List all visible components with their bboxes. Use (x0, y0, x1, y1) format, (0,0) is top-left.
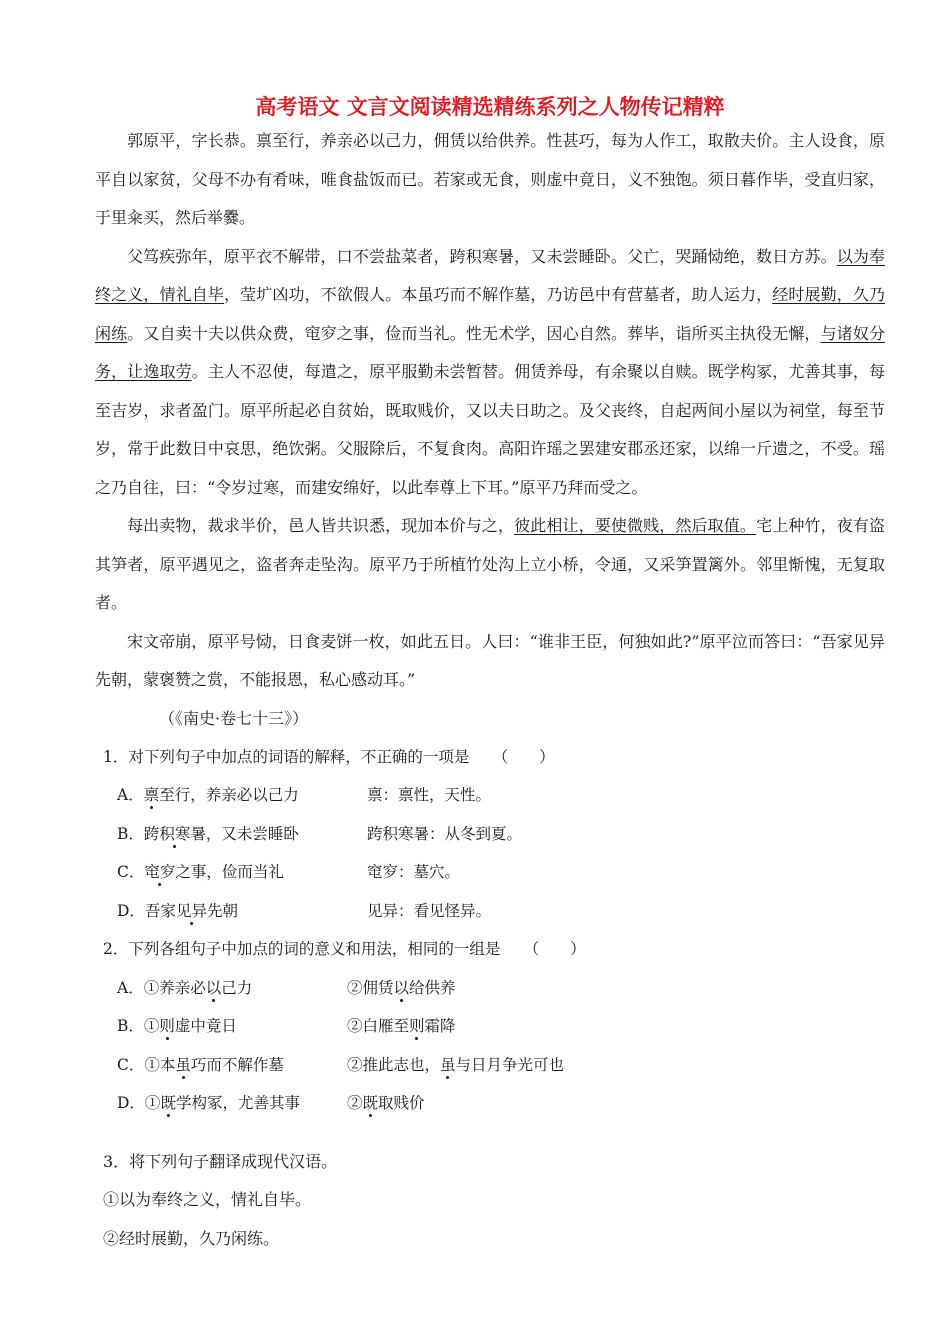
option-text: 先朝 (206, 901, 238, 920)
dotted-word: 虽 (440, 1055, 456, 1074)
q1-option-a (117, 776, 885, 815)
option-text: 之事，俭而当礼 (175, 863, 284, 881)
dotted-word: 以 (205, 978, 222, 997)
text-run: 。又自卖十夫以供众费，窀穸之事，俭而当礼。性无术学，因心自然。葬毕，诣所买主执役无懈， (127, 323, 821, 343)
option-text: 取贱价 (378, 1094, 425, 1112)
dotted-word: 则 (159, 1017, 175, 1035)
option-text: ②白雁至 (347, 1017, 410, 1035)
q2-option-a (117, 969, 885, 1008)
underlined-sentence-4: 彼此相让，要使微贱，然后取值。 (514, 516, 757, 535)
document-title: 高考语文 文言文阅读精选精练系列之人物传记精粹 (255, 95, 725, 119)
option-label: D．吾家 (117, 901, 176, 920)
q3-item-2: ②经时展勤，久乃闲练。 (103, 1228, 280, 1248)
option-text: 霜降 (424, 1017, 456, 1035)
underlined-sentence-2: 经时展勤，久乃闲练 (95, 285, 885, 343)
option-text: 巧而不解作墓 (190, 1055, 284, 1074)
dotted-word: 跨积寒暑 (143, 824, 206, 843)
option-text: 己力 (221, 978, 253, 997)
option-label: A． (117, 786, 144, 804)
option-text: 与日月争光可也 (455, 1055, 565, 1074)
option-text: ② (347, 1094, 363, 1112)
option-label: C． (117, 863, 145, 881)
option-text: 虚中竟日 (174, 1017, 237, 1035)
option-text: C．①本 (117, 1055, 176, 1074)
dotted-word: 禀 (143, 786, 160, 804)
option-explanation: 窀穸：墓穴。 (367, 863, 461, 881)
text-run: 每出卖物，裁求半价，邑人皆共识悉，现加本价与之， (127, 516, 515, 535)
question-3-stem: 3．将下列句子翻译成现代汉语。 (103, 1151, 338, 1171)
option-text: 至行，养亲必以己力 (159, 786, 299, 804)
dotted-word: 见异 (175, 901, 207, 920)
dotted-word: 以 (393, 978, 410, 997)
text-run: 父笃疾弥年，原平衣不解带，口不尝盐菜者，跨积寒暑，又未尝睡卧。父亡，哭踊恸绝，数日方苏。 (127, 246, 837, 266)
q2-option-d (117, 1084, 885, 1123)
passage-paragraph-1: 郭原平，字长恭。禀至行，养亲必以己力，佣赁以给供养。性甚巧，每为人作工，取散夫价。主人设食，原平自以家贫，父母不办有肴味，唯食盐饭而已。若家或无食，则虚中竟日，义不独饱。须日暮作毕，受直归家，于里籴买，然后举爨。 (95, 131, 885, 227)
option-text: D．① (117, 1094, 161, 1112)
dotted-word: 既 (160, 1094, 176, 1112)
q1-option-b (117, 815, 885, 854)
option-label: B． (117, 824, 144, 843)
option-text: A．①养亲必 (117, 978, 206, 997)
question-2-stem: 2．下列各组句子中加点的词的意义和用法，相同的一组是 （ ） (103, 940, 586, 958)
spacer (95, 1123, 885, 1143)
dotted-word: 则 (409, 1017, 425, 1035)
source-citation: （《南史·卷七十三》） (159, 708, 309, 728)
q1-option-d (117, 892, 885, 931)
option-explanation: 见异：看见怪异。 (367, 901, 492, 920)
option-text: ，又未尝睡卧 (205, 824, 299, 843)
q2-option-c (117, 1046, 885, 1085)
dotted-word: 既 (362, 1094, 379, 1112)
underlined-sentence-3: 与诸奴分务，让逸取劳 (95, 323, 885, 381)
option-explanation: 跨积寒暑：从冬到夏。 (367, 824, 523, 843)
option-explanation: 禀：禀性，天性。 (367, 786, 492, 804)
q1-option-c (117, 853, 885, 892)
text-run: 。主人不忍使，每遣之，原平服勤未尝暂替。佣赁养母，有余聚以自赎。既学构冢，尤善其事，每至吉岁，求者盈门。原平所起必自贫始，既取贱价，又以夫日助之。及父丧终，自起两间小屋以为祠堂，每至节岁，常于此数日中哀思，绝饮粥。父服除后，不复食肉。高阳许瑶之罢建安郡丞还家，以绵一斤遗之，不受。瑶之乃自往，曰：“令岁过寒，而建安绵好，以此奉尊上下耳。”原平乃拜而受之。 (95, 362, 885, 497)
passage-paragraph-2 (95, 238, 885, 508)
q2-option-b (117, 1007, 885, 1046)
dotted-word: 窀穸 (144, 863, 176, 881)
option-text: ②推此志也， (347, 1055, 441, 1074)
text-run: 宅上种竹，夜有盗其笋者，原平遇见之，盗者奔走坠沟。原平乃于所植竹处沟上立小桥，令通，又采笋置篱外。邻里惭愧，无复取者。 (95, 516, 885, 612)
text-run: ，莹圹凶功，不欲假人。本虽巧而不解作墓，乃访邑中有营墓者，助人运力， (224, 285, 773, 304)
option-text: ②佣赁 (347, 978, 394, 997)
underlined-sentence-1: 以为奉终之义，情礼自毕 (95, 246, 885, 304)
passage-paragraph-3 (95, 507, 885, 623)
option-text: 给供养 (409, 978, 456, 997)
document-page (95, 92, 885, 1258)
question-1-stem: 1．对下列句子中加点的词语的解释，不正确的一项是 （ ） (103, 747, 555, 766)
option-text: B．① (117, 1017, 160, 1035)
q3-item-1: ①以为奉终之义，情礼自毕。 (103, 1190, 312, 1209)
passage-paragraph-4: 宋文帝崩，原平号恸，日食麦饼一枚，如此五日。人曰：“谁非王臣，何独如此?”原平泣而答曰：“吾家见异先朝，蒙褒赞之赏，不能报恩，私心感动耳。” (95, 631, 885, 689)
dotted-word: 虽 (175, 1055, 191, 1074)
option-text: 学构冢，尤善其事 (175, 1094, 300, 1112)
